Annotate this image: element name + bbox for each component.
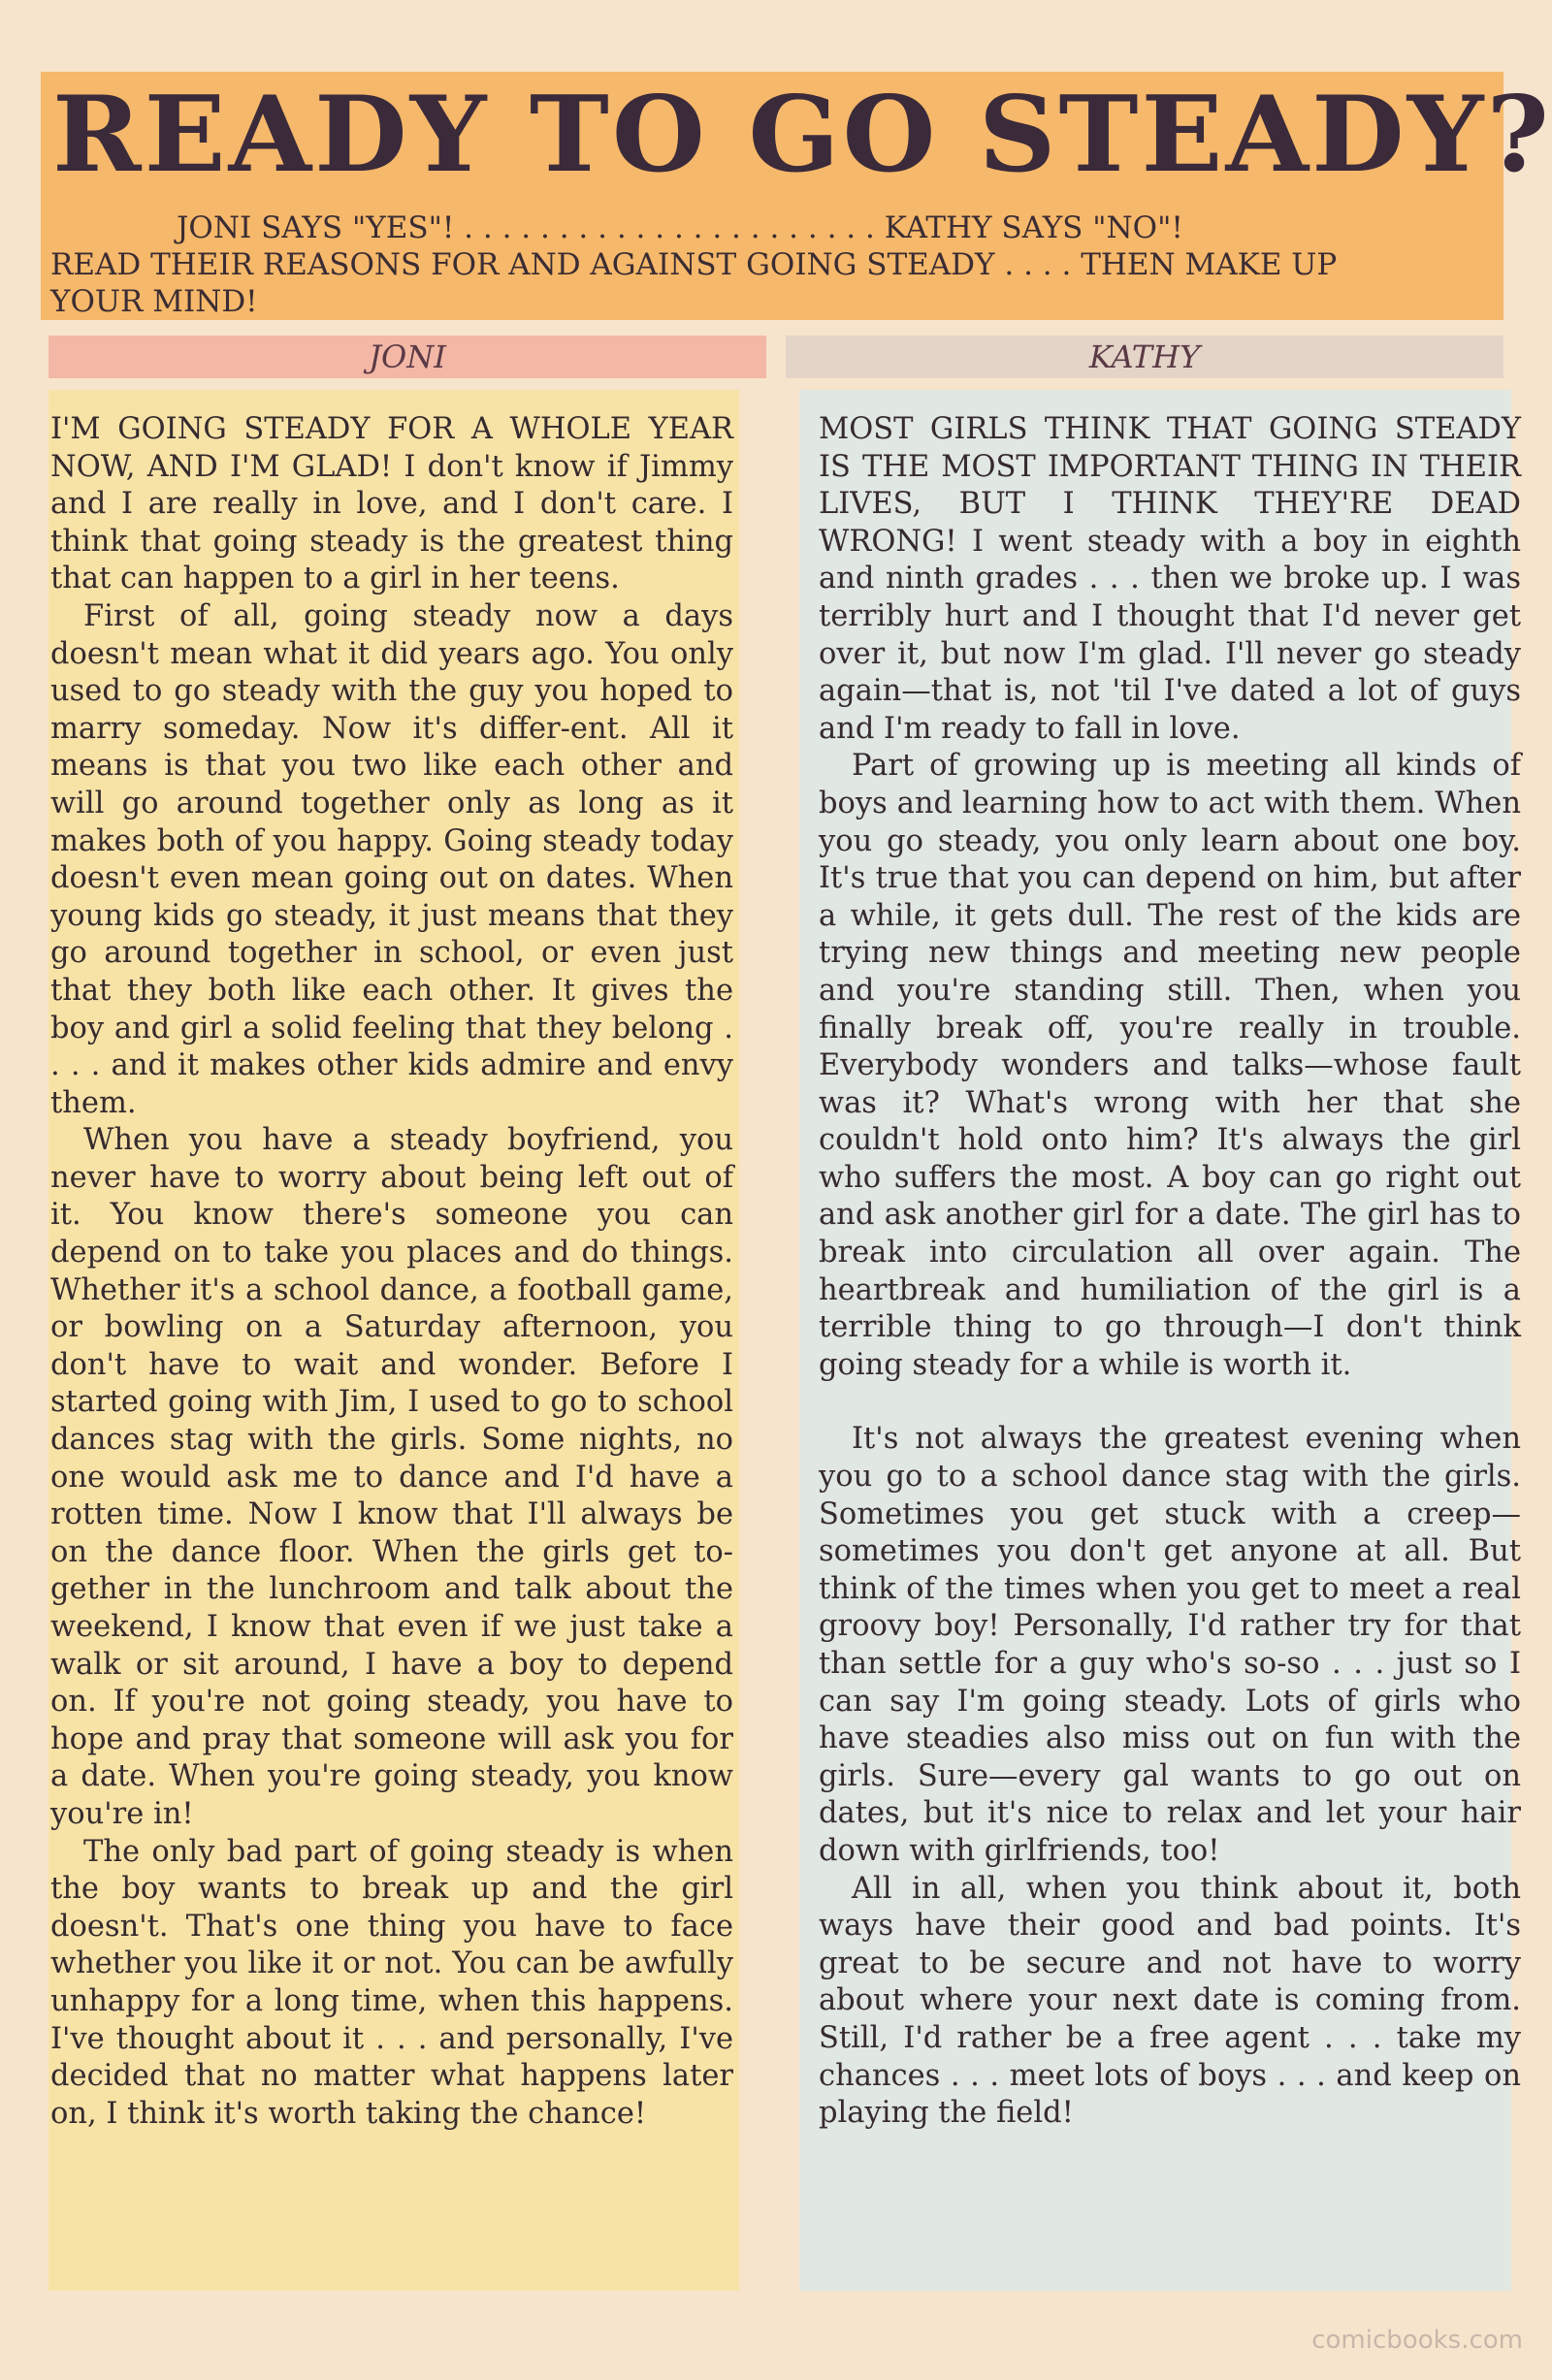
joni-paragraph-4: The only bad part of going steady is when the boy wants to break up and the girl doesn't. That's one thing you have to face whether you like it or not. You can be awfully unhappy for a long time, when this happens. I've thought about it . . . and personally, I've decided that no matter what happens later on, I think it's worth taking the chance! bbox=[50, 1834, 733, 2131]
subtitle-line-2: READ THEIR REASONS FOR AND AGAINST GOING STEADY . . . . THEN MAKE UP bbox=[50, 247, 1338, 282]
page-title: READY TO GO STEADY? bbox=[52, 74, 1552, 196]
kathy-paragraph-2: Part of growing up is meeting all kinds of boys and learning how to act with them. When you go steady, you only learn about one boy. It's true that you can depend on him, but after a while, it gets dull. The rest of the kids are trying new things and meeting new people and you're standing still. Then, when you finally break off, you're really in trouble. Everybody wonders and talks—whose fault was it? What's wrong with her that she couldn't hold onto him? It's always the girl who suffers the most. A boy can go right out and ask another girl for a date. The girl has to break into circulation all over again. The heartbreak and humiliation of the girl is a terrible thing to go through—I don't think going steady for a while is worth it. bbox=[819, 749, 1521, 1382]
joni-name-bar: JONI bbox=[48, 336, 766, 378]
kathy-paragraph-4: All in all, when you think about it, both ways have their good and bad points. It's great to be secure and not have to worry about where your next date is coming from. Still, I'd rather be a free agent . . . take my chances . . . meet lots of boys . . . and keep on playing the field! bbox=[819, 1871, 1521, 2131]
watermark-text: comicbooks.com bbox=[1311, 2326, 1523, 2355]
kathy-paragraph-1: MOST GIRLS THINK THAT GOING STEADY IS THE MOST IMPORTANT THING IN THEIR LIVES, BUT I THINK THEY'RE DEAD WRONG! I went steady with a boy in eighth and ninth grades . . . then we broke up. I was terribly hurt and I thought that I'd never get over it, but now I'm glad. I'll never go steady again—that is, not 'til I've dated a lot of guys and I'm ready to fall in love. bbox=[819, 412, 1521, 746]
subtitle-line-1: JONI SAYS "YES"! . . . . . . . . . . . . . . . . . . . . . . KATHY SAYS "NO"! bbox=[177, 210, 1183, 245]
joni-column bbox=[48, 390, 739, 2291]
joni-paragraph-3: When you have a steady boyfriend, you never have to worry about being left out of it. You know there's someone you can depend on to take you places and do things. Whether it's a school dance, a football game, or bowling on a Saturday afternoon, you don't have to wait and wonder. Before I started going with Jim, I used to go to school dances stag with the girls. Some nights, no one would ask me to dance and I'd have a rotten time. Now I know that I'll always be on the dance floor. When the girls get to-gether in the lunchroom and talk about the weekend, I know that even if we just take a walk or sit around, I have a boy to depend on. If you're not going steady, you have to hope and pray that someone will ask you for a date. When you're going steady, you know you're in! bbox=[50, 1123, 733, 1831]
joni-paragraph-2: First of all, going steady now a days doesn't mean what it did years ago. You only used to go steady with the guy you hoped to marry someday. Now it's differ-ent. All it means is that you two like each other and will go around together only as long as it makes both of you happy. Going steady today doesn't even mean going out on dates. When young kids go steady, it just means that they go around together in school, or even just that they both like each other. It gives the boy and girl a solid feeling that they belong . . . . and it makes other kids admire and envy them. bbox=[50, 598, 733, 1120]
subtitle-line-3: YOUR MIND! bbox=[50, 284, 258, 319]
kathy-column bbox=[799, 390, 1521, 2291]
kathy-paragraph-3: It's not always the greatest evening when you go to a school dance stag with the girls. Sometimes you get stuck with a creep—sometimes you don't get anyone at all. But think of the times when you get to meet a real groovy boy! Personally, I'd rather try for that than settle for a guy who's so-so . . . just so I can say I'm going steady. Lots of girls who have steadies also miss out on fun with the girls. Sure—every gal wants to go out on dates, but it's nice to relax and let your hair down with girlfriends, too! bbox=[819, 1422, 1521, 1868]
joni-paragraph-1: I'M GOING STEADY FOR A WHOLE YEAR NOW, AND I'M GLAD! I don't know if Jimmy and I are really in love, and I don't care. I think that going steady is the greatest thing that can happen to a girl in her teens. bbox=[50, 412, 733, 596]
header-banner bbox=[41, 72, 1552, 320]
kathy-name-bar: KATHY bbox=[786, 336, 1504, 378]
paragraph-gap bbox=[819, 1384, 1511, 1421]
